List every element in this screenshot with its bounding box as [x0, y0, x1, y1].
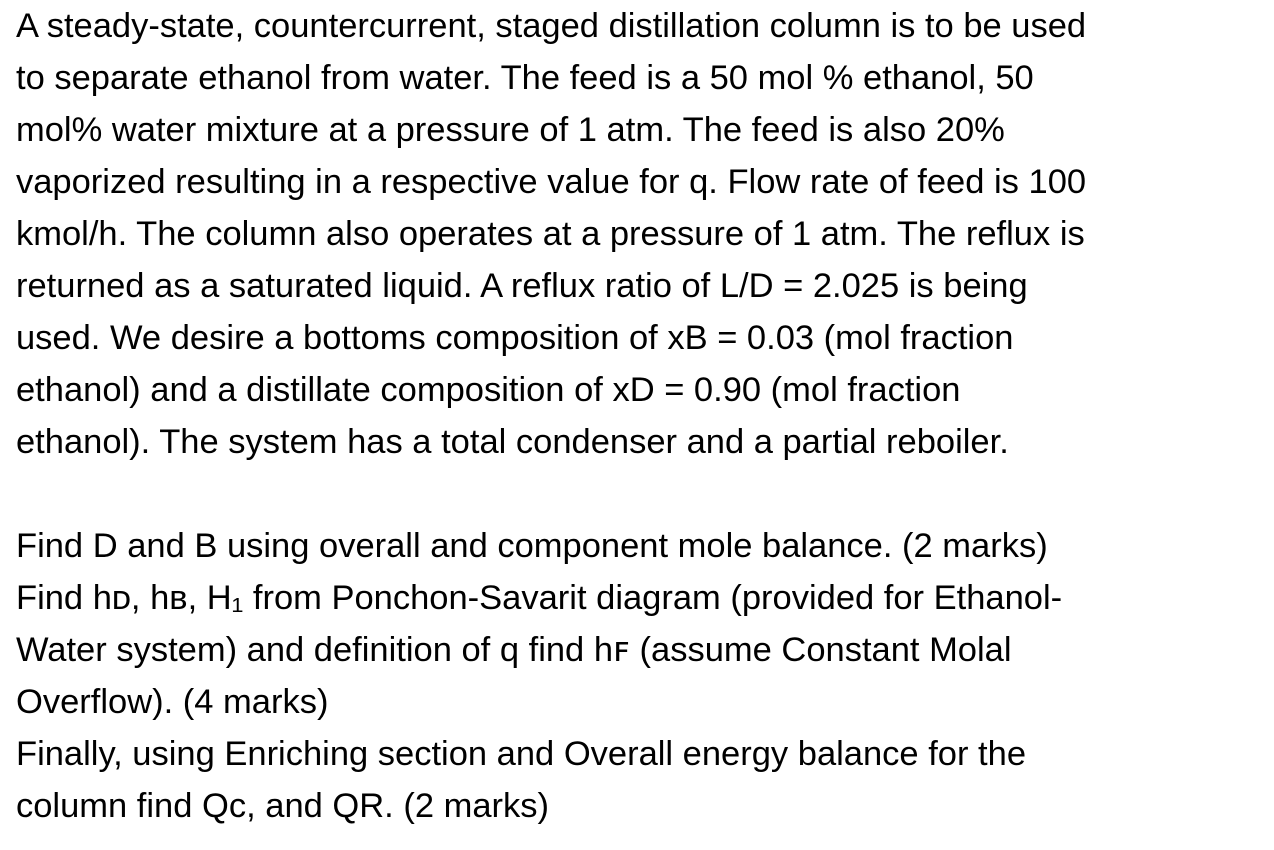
statement-line: used. We desire a bottoms composition of xB = 0.03 (mol fraction	[16, 319, 1014, 357]
paragraph-gap	[16, 468, 1266, 520]
task-line: Water system) and definition of q find hꜰ (assume Constant Molal	[16, 631, 1012, 669]
document-body	[16, 0, 1266, 832]
task-line: column find Qc, and QR. (2 marks)	[16, 787, 549, 825]
statement-line: to separate ethanol from water. The feed is a 50 mol % ethanol, 50	[16, 59, 1034, 97]
task-list	[16, 520, 1266, 832]
task-line: Find D and B using overall and component mole balance. (2 marks)	[16, 527, 1048, 565]
statement-line: mol% water mixture at a pressure of 1 atm. The feed is also 20%	[16, 111, 1005, 149]
task-line: Find hᴅ, hʙ, H₁ from Ponchon-Savarit diagram (provided for Ethanol-	[16, 579, 1063, 617]
problem-statement	[16, 0, 1266, 468]
statement-line: ethanol) and a distillate composition of xD = 0.90 (mol fraction	[16, 371, 961, 409]
statement-line: vaporized resulting in a respective value for q. Flow rate of feed is 100	[16, 163, 1087, 201]
statement-line: A steady-state, countercurrent, staged distillation column is to be used	[16, 7, 1087, 45]
task-line: Overflow). (4 marks)	[16, 683, 329, 721]
task-line: Finally, using Enriching section and Overall energy balance for the	[16, 735, 1027, 773]
statement-line: ethanol). The system has a total condenser and a partial reboiler.	[16, 423, 1009, 461]
statement-line: kmol/h. The column also operates at a pressure of 1 atm. The reflux is	[16, 215, 1085, 253]
statement-line: returned as a saturated liquid. A reflux ratio of L/D = 2.025 is being	[16, 267, 1028, 305]
